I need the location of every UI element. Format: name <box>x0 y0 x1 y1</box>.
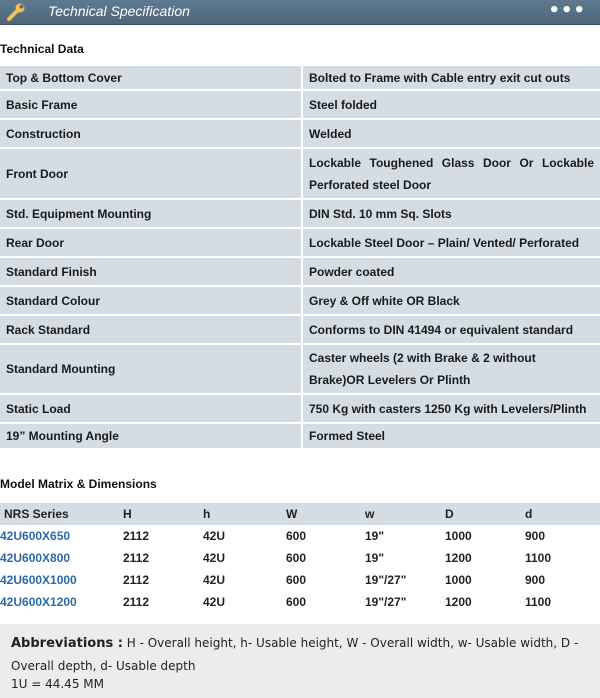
cell: 600 <box>286 551 307 565</box>
spec-value: Powder coated <box>303 258 600 287</box>
table-row <box>0 547 600 569</box>
spec-value: DIN Std. 10 mm Sq. Slots <box>303 200 600 229</box>
spec-label: Basic Frame <box>0 91 303 120</box>
table-row <box>0 569 600 591</box>
spec-label: Standard Mounting <box>0 345 303 395</box>
spec-value: 750 Kg with casters 1250 Kg with Levelers/Plinth <box>303 395 600 424</box>
column-header: h <box>197 503 280 525</box>
technical-data-table <box>0 66 600 450</box>
table-row <box>0 591 600 613</box>
table-row <box>0 229 600 258</box>
cell: 600 <box>280 569 359 591</box>
cell: 19" <box>359 525 439 547</box>
section-header-bar <box>0 0 600 25</box>
cell: 1200 <box>445 551 472 565</box>
cell: 600 <box>280 525 359 547</box>
spec-label: Front Door <box>0 149 303 200</box>
technical-data-heading: Technical Data <box>0 42 84 56</box>
cell: 1000 <box>439 569 519 591</box>
unit-note: 1U = 44.45 MM <box>11 677 104 691</box>
cell: 2112 <box>117 569 197 591</box>
abbreviations-definitions: H - Overall height, h- Usable height, W - Overall width, w- Usable width, D - Overall depth, d- Usable depth <box>11 636 579 673</box>
spec-value: Lockable Toughened Glass Door Or Lockable Perforated steel Door <box>303 149 600 200</box>
cell: 2112 <box>123 595 150 609</box>
table-row <box>0 345 600 395</box>
cell: 19"/27" <box>359 569 439 591</box>
model-name: 42U600X1200 <box>0 595 77 609</box>
column-header: d <box>519 503 600 525</box>
table-row <box>0 316 600 345</box>
spec-label: Standard Colour <box>0 287 303 316</box>
cell: 600 <box>286 595 307 609</box>
table-row <box>0 200 600 229</box>
wrench-icon <box>6 2 28 22</box>
model-name: 42U600X650 <box>0 525 117 547</box>
cell: 42U <box>197 569 280 591</box>
spec-label: Top & Bottom Cover <box>0 66 303 91</box>
spec-value: Steel folded <box>303 91 600 120</box>
cell: 1200 <box>445 595 472 609</box>
spec-label: Rack Standard <box>0 316 303 345</box>
cell: 42U <box>203 551 226 565</box>
cell: 19" <box>365 551 385 565</box>
spec-value: Lockable Steel Door – Plain/ Vented/ Perforated <box>303 229 600 258</box>
cell: 42U <box>203 595 226 609</box>
cell: 2112 <box>117 525 197 547</box>
abbreviations-text <box>11 632 593 677</box>
spec-label: Std. Equipment Mounting <box>0 200 303 229</box>
column-header: NRS Series <box>0 503 117 525</box>
column-header: D <box>439 503 519 525</box>
spec-value: Caster wheels (2 with Brake & 2 without Brake)OR Levelers Or Plinth <box>303 345 600 395</box>
spec-label: Standard Finish <box>0 258 303 287</box>
table-row <box>0 525 600 547</box>
column-header: W <box>280 503 359 525</box>
table-row <box>0 287 600 316</box>
spec-label: 19” Mounting Angle <box>0 424 303 450</box>
spec-value: Conforms to DIN 41494 or equivalent standard <box>303 316 600 345</box>
table-row <box>0 258 600 287</box>
spec-label: Rear Door <box>0 229 303 258</box>
column-header: w <box>359 503 439 525</box>
cell: 1100 <box>525 551 552 565</box>
cell: 900 <box>519 569 600 591</box>
cell: 19"/27" <box>365 595 407 609</box>
abbreviations-panel <box>0 624 600 698</box>
model-matrix-heading: Model Matrix & Dimensions <box>0 477 157 491</box>
model-name: 42U600X800 <box>0 551 71 565</box>
column-header: H <box>117 503 197 525</box>
cell: 900 <box>519 525 600 547</box>
spec-value: Bolted to Frame with Cable entry exit cut outs <box>303 66 600 91</box>
model-name: 42U600X1000 <box>0 569 117 591</box>
table-row <box>0 149 600 200</box>
section-header-title: Technical Specification <box>48 3 190 19</box>
table-row <box>0 395 600 424</box>
table-row <box>0 66 600 91</box>
spec-value: Grey & Off white OR Black <box>303 287 600 316</box>
table-row <box>0 424 600 450</box>
spec-label: Construction <box>0 120 303 149</box>
table-row <box>0 120 600 149</box>
cell: 1000 <box>439 525 519 547</box>
spec-value: Welded <box>303 120 600 149</box>
model-matrix-table <box>0 503 600 613</box>
cell: 1100 <box>525 595 552 609</box>
spec-label: Static Load <box>0 395 303 424</box>
cell: 42U <box>197 525 280 547</box>
table-row <box>0 91 600 120</box>
abbreviations-label: Abbreviations : <box>11 636 123 651</box>
table-header-row <box>0 503 600 525</box>
more-options-icon[interactable]: ••• <box>548 0 586 21</box>
spec-value: Formed Steel <box>303 424 600 450</box>
cell: 2112 <box>123 551 150 565</box>
